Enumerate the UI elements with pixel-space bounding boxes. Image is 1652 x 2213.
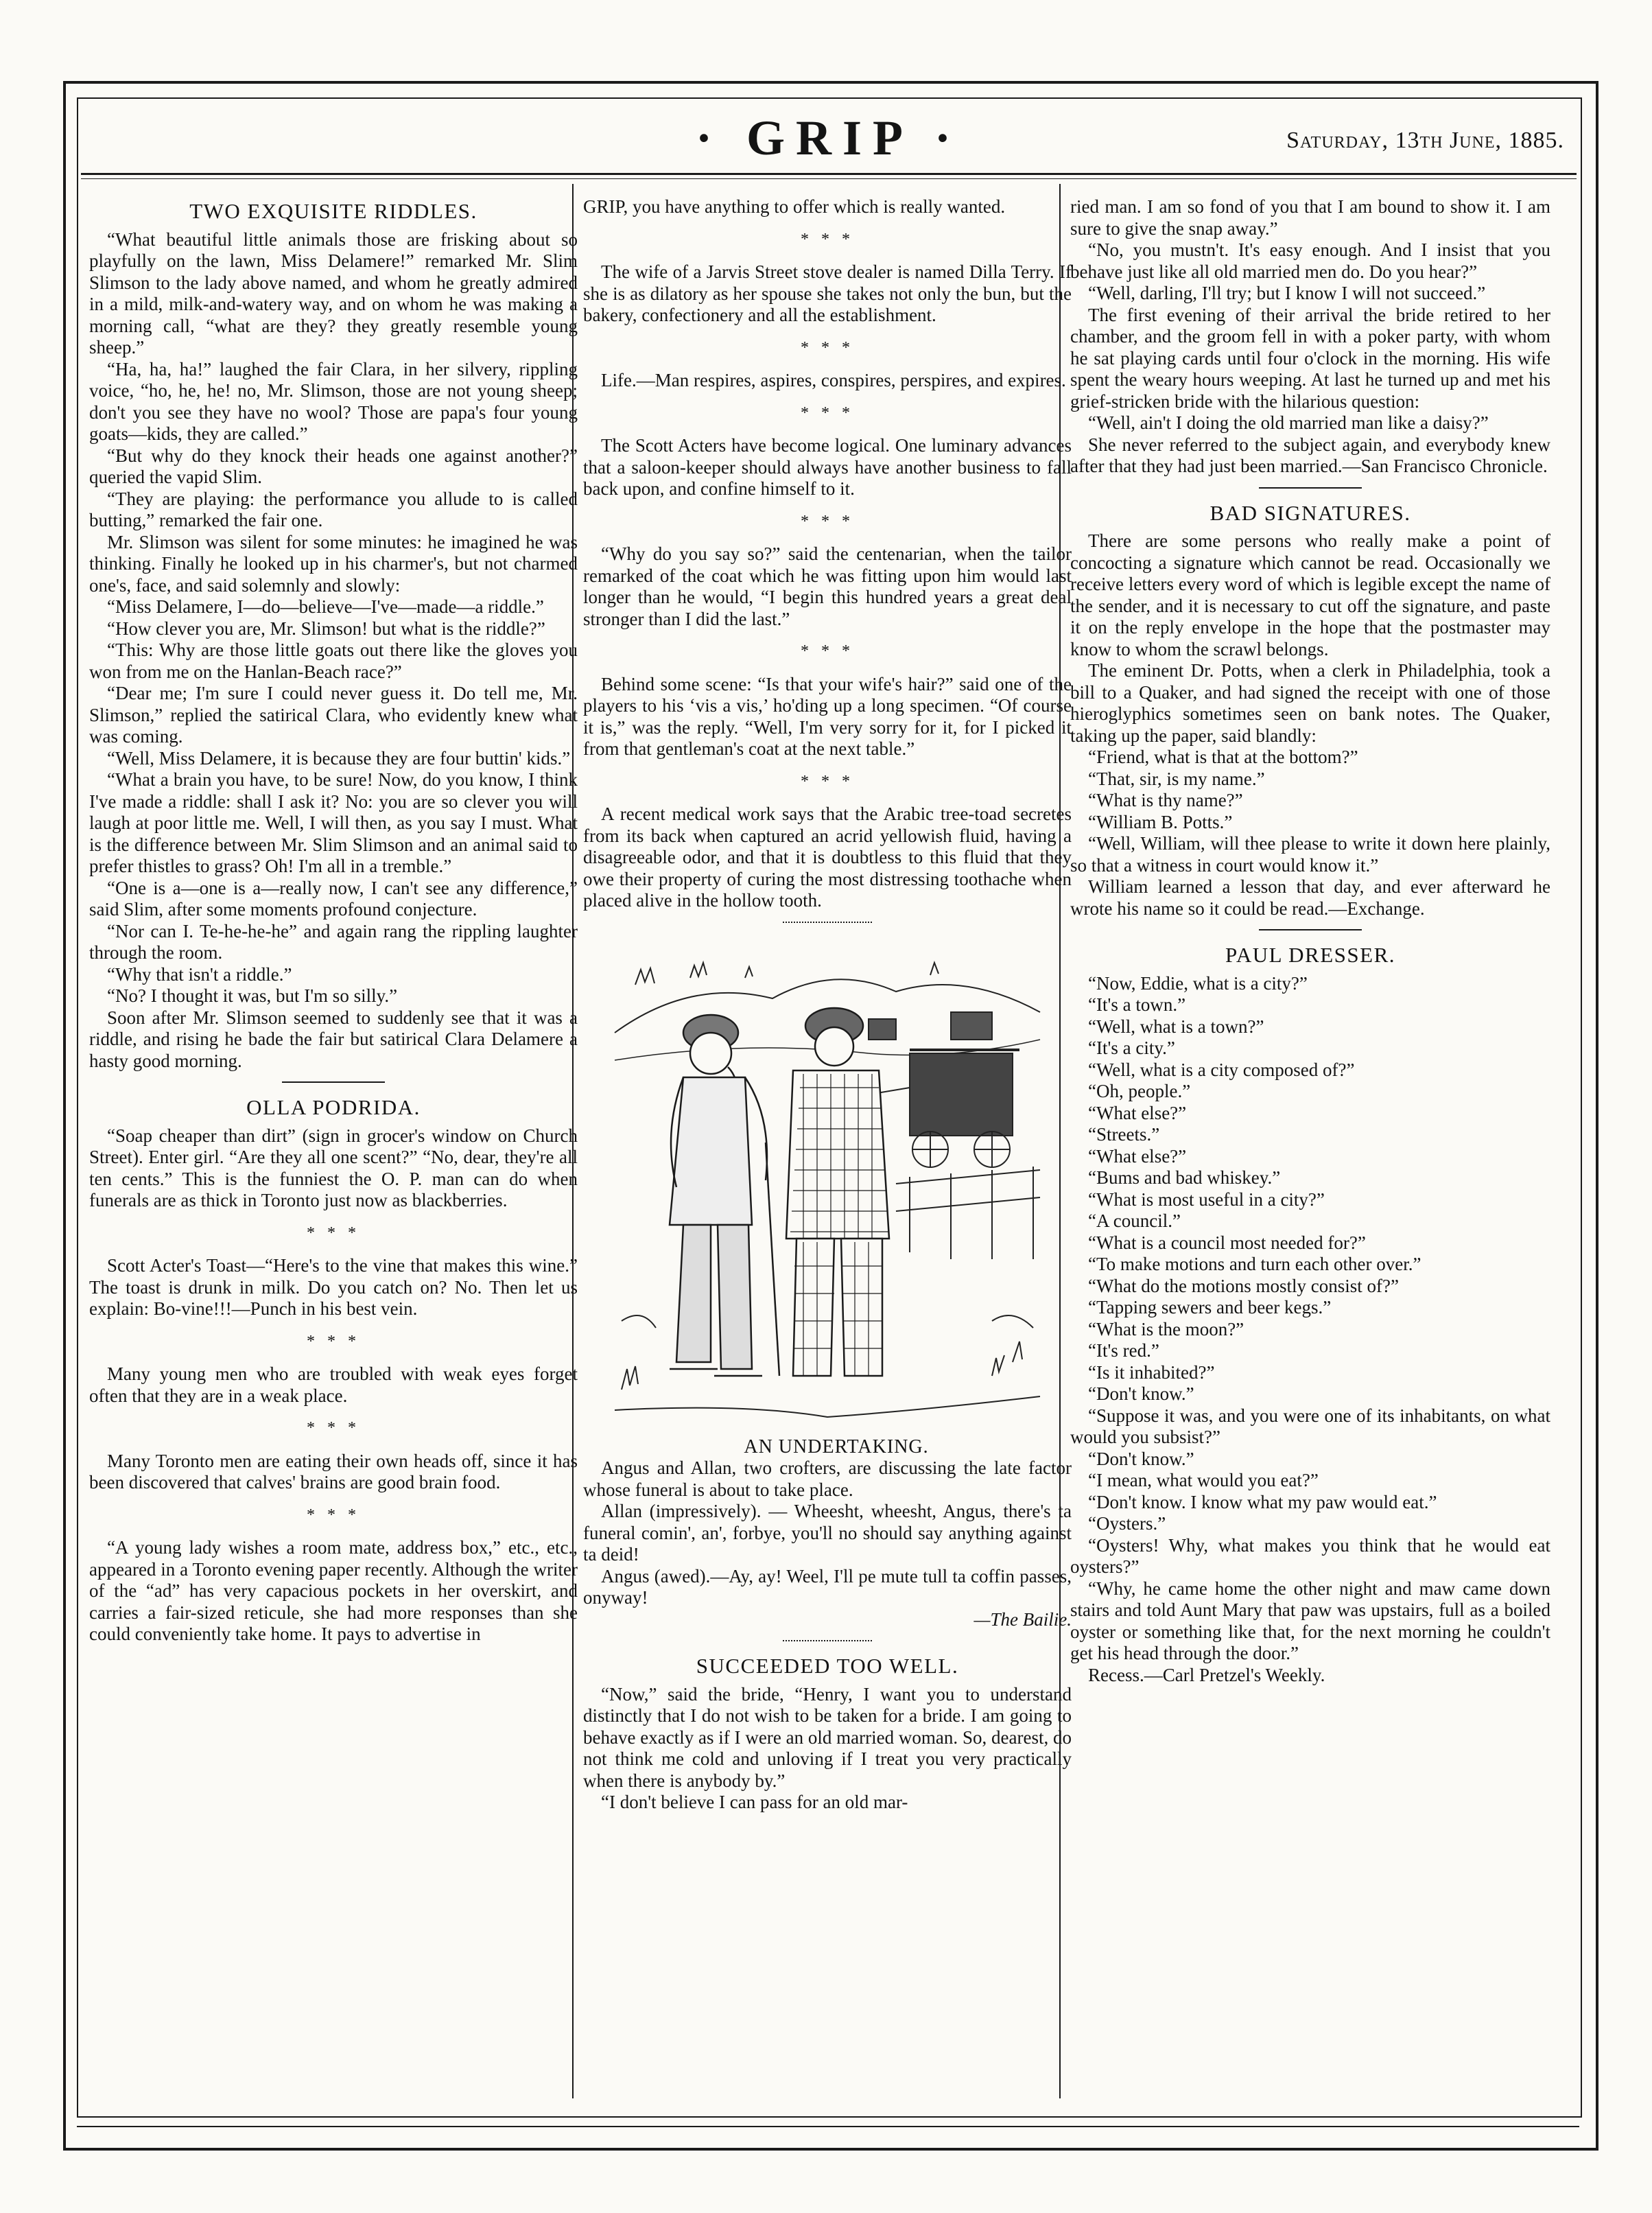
masthead-date: Saturday, 13th June, 1885.	[1286, 128, 1564, 153]
column-2	[583, 196, 1072, 1814]
undertaking-paragraph: Angus and Allan, two crofters, are discussing the late factor whose funeral is about to take place.	[583, 1457, 1072, 1500]
riddles-paragraph: “How clever you are, Mr. Slimson! but what is the riddle?”	[107, 618, 545, 639]
dialogue-line: “It's a city.”	[1088, 1038, 1175, 1058]
riddles-paragraph: “Well, Miss Delamere, it is because they are four buttin' kids.”	[107, 747, 571, 769]
paragraph-item: The wife of a Jarvis Street stove dealer is named Dilla Terry. If she is as dilatory as her spouse she takes not only the bun, but the bakery, confectionery and all the establishment.	[583, 261, 1072, 325]
dialogue-line: “Oysters! Why, what makes you think that he would eat oysters?”	[1070, 1534, 1550, 1577]
cartoon-illustration	[608, 937, 1047, 1431]
column-3	[1070, 196, 1550, 1686]
riddles-paragraph: “One is a—one is a—really now, I can't see any difference,” said Slim, after some moments profound conjecture.	[89, 877, 578, 920]
riddles-paragraph: “They are playing: the performance you allude to is called butting,” remarked the fair one.	[89, 488, 578, 530]
dialogue-line: “What else?”	[1088, 1102, 1187, 1123]
asterism: * * *	[801, 338, 854, 357]
riddles-paragraph: “This: Why are those little goats out there like the gloves you won from me on the Hanlan-Beach race?”	[89, 640, 578, 682]
olla-item: Scott Acter's Toast—“Here's to the vine that makes this wine.” The toast is drunk in milk. Do you catch on? No. Then let us explain: Bo-vine!!!—Punch in his best vein.	[89, 1255, 578, 1319]
undertaking-paragraph: Angus (awed).—Ay, ay! Weel, I'll pe mute tull ta coffin passes, onyway!	[583, 1565, 1072, 1608]
paragraph-item: “Why do you say so?” said the centenarian, when the tailor remarked of the coat which he was fitting upon him would last longer than he would, “I begin this hundred years a great deal stronger than I did the last.”	[583, 543, 1072, 629]
riddles-paragraph: “But why do they knock their heads one against another?” queried the vapid Slim.	[89, 445, 578, 487]
riddles-paragraph: Mr. Slimson was silent for some minutes: he imagined he was thinking. Finally he looked up in his charmer's, but not charmed one's, face, and said solemnly and slowly:	[89, 531, 578, 596]
asterism: * * *	[307, 1223, 360, 1242]
riddles-paragraph: “Miss Delamere, I—do—believe—I've—made—a riddle.”	[107, 596, 544, 617]
masthead-rule	[81, 173, 1577, 175]
dialogue-line: “Why, he came home the other night and maw came down stairs and told Aunt Mary that paw was upstairs, full as a boiled oyster or something like that, for the next morning he couldn't get his head through the door.”	[1070, 1578, 1550, 1663]
riddles-paragraph: “Why that isn't a riddle.”	[107, 963, 292, 985]
olla-item: “A young lady wishes a room mate, address box,” etc., etc., appeared in a Toronto evening paper recently. Although the writer of the “ad” has very capacious pockets in her overskirt, and carries a fair-sized reticule, she had more responses than she could conveniently take home. It pays to advertise in	[89, 1537, 578, 1644]
paragraph-item: The Scott Acters have become logical. One luminary advances that a saloon-keeper should always have another business to fall back upon, and confine himself to it.	[583, 435, 1072, 499]
bad-signatures-paragraph: William learned a lesson that day, and ever afterward he wrote his name so it could be read.—Exchange.	[1070, 876, 1550, 919]
asterism: * * *	[801, 772, 854, 791]
olla-item: “Soap cheaper than dirt” (sign in grocer's window on Church Street). Enter girl. “Are they all one scent?” “No, dear, they're all ten cents.” This is the funniest the O. P. man can do when funerals are as thick in Toronto just now as blackberries.	[89, 1125, 578, 1210]
succeeded-paragraph: She never referred to the subject again, and everybody knew after that they had just been married.—San Francisco Chronicle.	[1070, 434, 1550, 476]
dialogue-line: “Bums and bad whiskey.”	[1088, 1167, 1281, 1188]
bad-signatures-paragraph: “What is thy name?”	[1088, 790, 1243, 810]
riddles-paragraph: “What beautiful little animals those are frisking about so playfully on the lawn, Miss Delamere!” remarked Mr. Slim Slimson to the lady above named, and whom he greatly admired in a mild, milk-and-watery way, and on whom he was making a morning call, “what are they? they greatly resemble young sheep.”	[89, 229, 578, 358]
succeeded-paragraph: “No, you mustn't. It's easy enough. And I insist that you behave just like all old married men do. Do you hear?”	[1070, 239, 1550, 282]
undertaking-paragraph: Allan (impressively). — Wheesht, wheesht, Angus, there's ta funeral comin', an', forbye, you'll no should say anything against ta deid!	[583, 1501, 1072, 1565]
asterism: * * *	[801, 403, 854, 422]
masthead	[81, 103, 1577, 172]
section-divider	[783, 1640, 872, 1641]
riddles-paragraph: “What a brain you have, to be sure! Now, do you know, I think I've made a riddle: shall I ask it? No: you are so clever you will laugh at poor little me. Well, I will then, as you say I must. What is the difference between Mr. Slim Slimson and an animal said to prefer thistles to grass? Oh! I'm all in a tremble.”	[89, 769, 578, 876]
dialogue-line: “Don't know. I know what my paw would eat.”	[1088, 1491, 1437, 1512]
succeeded-paragraph: The first evening of their arrival the bride retired to her chamber, and the groom fell in with a poker party, with whom he sat playing cards until four o'clock in the morning. His wife spent the weary hours weeping. At last he turned up and met his grief-stricken bride with the hilarious question:	[1070, 304, 1550, 412]
dialogue-line: “Suppose it was, and you were one of its inhabitants, on what would you subsist?”	[1070, 1405, 1550, 1447]
succeeded-paragraph: ried man. I am so fond of you that I am bound to show it. I am sure to give the snap away.”	[1070, 196, 1550, 239]
asterism: * * *	[307, 1506, 360, 1524]
bad-signatures-paragraph: “Friend, what is that at the bottom?”	[1088, 747, 1358, 767]
section-divider	[783, 922, 872, 923]
asterism: * * *	[801, 230, 854, 248]
heading-olla-podrida: OLLA PODRIDA.	[246, 1095, 421, 1119]
continued-text: GRIP, you have anything to offer which is really wanted.	[583, 196, 1006, 217]
dialogue-line: “Well, what is a city composed of?”	[1088, 1059, 1355, 1080]
column-1	[89, 196, 578, 1646]
bottom-rule	[77, 2126, 1579, 2127]
dialogue-line: “Don't know.”	[1088, 1383, 1194, 1404]
olla-item: Many young men who are troubled with weak eyes forget often that they are in a weak place.	[89, 1363, 578, 1406]
bad-signatures-paragraph: “William B. Potts.”	[1088, 811, 1233, 832]
heading-paul-dresser: PAUL DRESSER.	[1225, 943, 1396, 967]
bad-signatures-paragraph: The eminent Dr. Potts, when a clerk in Philadelphia, took a bill to a Quaker, and had signed the receipt with one of those hieroglyphics sometimes seen on bank notes. The Quaker, taking up the paper, said blandly:	[1070, 660, 1550, 746]
bad-signatures-paragraph: “Well, William, will thee please to write it down here plainly, so that a witness in court would know it.”	[1070, 833, 1550, 876]
heading-bad-signatures: BAD SIGNATURES.	[1210, 500, 1411, 525]
riddles-paragraph: “Nor can I. Te-he-he-he” and again rang the rippling laughter through the room.	[89, 920, 578, 963]
dialogue-line: “Now, Eddie, what is a city?”	[1088, 972, 1308, 994]
dialogue-line: “I mean, what would you eat?”	[1088, 1470, 1319, 1490]
masthead-title: · GRIP ·	[695, 110, 963, 165]
dialogue-line: “What do the motions mostly consist of?”	[1088, 1275, 1399, 1296]
dialogue-line: “What is the moon?”	[1088, 1318, 1244, 1339]
dialogue-line: “To make motions and turn each other over.”	[1088, 1254, 1421, 1274]
heading-succeeded-too-well: SUCCEEDED TOO WELL.	[696, 1654, 959, 1678]
undertaking-attribution: —The Bailie.	[974, 1608, 1072, 1630]
dialogue-line: “What is a council most needed for?”	[1088, 1232, 1366, 1253]
dialogue-line: “Oh, people.”	[1088, 1081, 1191, 1101]
riddles-paragraph: Soon after Mr. Slimson seemed to suddenly see that it was a riddle, and rising he bade the fair but satirical Clara Delamere a hasty good morning.	[89, 1007, 578, 1071]
dialogue-line: “What is most useful in a city?”	[1088, 1189, 1325, 1210]
olla-item: Many Toronto men are eating their own heads off, since it has been discovered that calves' brains are good brain food.	[89, 1450, 578, 1492]
masthead-rule-thin	[81, 178, 1577, 179]
succeeded-paragraph: “Well, darling, I'll try; but I know I will not succeed.”	[1088, 283, 1486, 303]
riddles-paragraph: “No? I thought it was, but I'm so silly.”	[107, 985, 398, 1006]
paragraph-item: Life.—Man respires, aspires, conspires, perspires, and expires.	[601, 370, 1066, 390]
cartoon-caption: AN UNDERTAKING.	[744, 1436, 929, 1457]
asterism: * * *	[307, 1332, 360, 1350]
dialogue-line: “Oysters.”	[1088, 1513, 1166, 1534]
succeeded-paragraph: “Well, ain't I doing the old married man like a daisy?”	[1088, 412, 1489, 433]
dialogue-line: “It's red.”	[1088, 1340, 1159, 1361]
riddles-paragraph: “Dear me; I'm sure I could never guess it. Do tell me, Mr. Slimson,” replied the satirical Clara, who evidently knew what was coming.	[89, 683, 578, 747]
bad-signatures-paragraph: There are some persons who really make a point of concocting a signature which cannot be read. Occasionally we receive letters every word of which is legible except the name of the sender, and it is necessary to cut off the signature, and paste it on the reply envelope in the hope that the postmaster may know to whom the scrawl belongs.	[1070, 530, 1550, 659]
succeeded-paragraph: “Now,” said the bride, “Henry, I want you to understand distinctly that I do not wish to be taken for a bride. I am going to behave exactly as if I were an old married woman. So, dearest, do not think me cold and unloving if I treat you very practically when there is anybody by.”	[583, 1683, 1072, 1791]
dialogue-line: “Well, what is a town?”	[1088, 1016, 1264, 1037]
heading-two-exquisite-riddles: TWO EXQUISITE RIDDLES.	[189, 199, 477, 223]
dialogue-line: “Streets.”	[1088, 1124, 1160, 1145]
dialogue-line: Recess.—Carl Pretzel's Weekly.	[1088, 1664, 1325, 1685]
asterism: * * *	[307, 1419, 360, 1437]
bad-signatures-paragraph: “That, sir, is my name.”	[1088, 768, 1265, 789]
dialogue-line: “Tapping sewers and beer kegs.”	[1088, 1297, 1332, 1318]
section-divider	[1259, 929, 1362, 930]
dialogue-line: “Is it inhabited?”	[1088, 1361, 1215, 1383]
dialogue-line: “It's a town.”	[1088, 994, 1186, 1015]
paragraph-item: A recent medical work says that the Arabic tree-toad secretes from its back when captured an acrid yellowish fluid, having a disagreeable odor, and that it is doubtless to this fluid that they owe their property of curing the most distressing toothache when placed alive in the hollow tooth.	[583, 804, 1072, 911]
section-divider	[282, 1081, 385, 1083]
succeeded-paragraph: “I don't believe I can pass for an old mar-	[601, 1792, 908, 1812]
riddles-paragraph: “Ha, ha, ha!” laughed the fair Clara, in her silvery, rippling voice, “ho, he, he! no, Mr. Slimson, those are not young sheep; don't you see they have no wool? Those are papa's four young goats—kids, they are called.”	[89, 358, 578, 444]
dialogue-line: “What else?”	[1088, 1145, 1187, 1167]
dialogue-line: “Don't know.”	[1088, 1448, 1194, 1469]
paragraph-item: Behind some scene: “Is that your wife's hair?” said one of the players to his ‘vis a vis,’ ho'ding up a long specimen. “Of course it is,” was the reply. “Well, I'm very sorry for it, for I picked it from that gentleman's coat at the next table.”	[583, 673, 1072, 759]
dialogue-line: “A council.”	[1088, 1210, 1181, 1231]
asterism: * * *	[801, 512, 854, 530]
section-divider	[1259, 487, 1362, 489]
asterism: * * *	[801, 642, 854, 660]
